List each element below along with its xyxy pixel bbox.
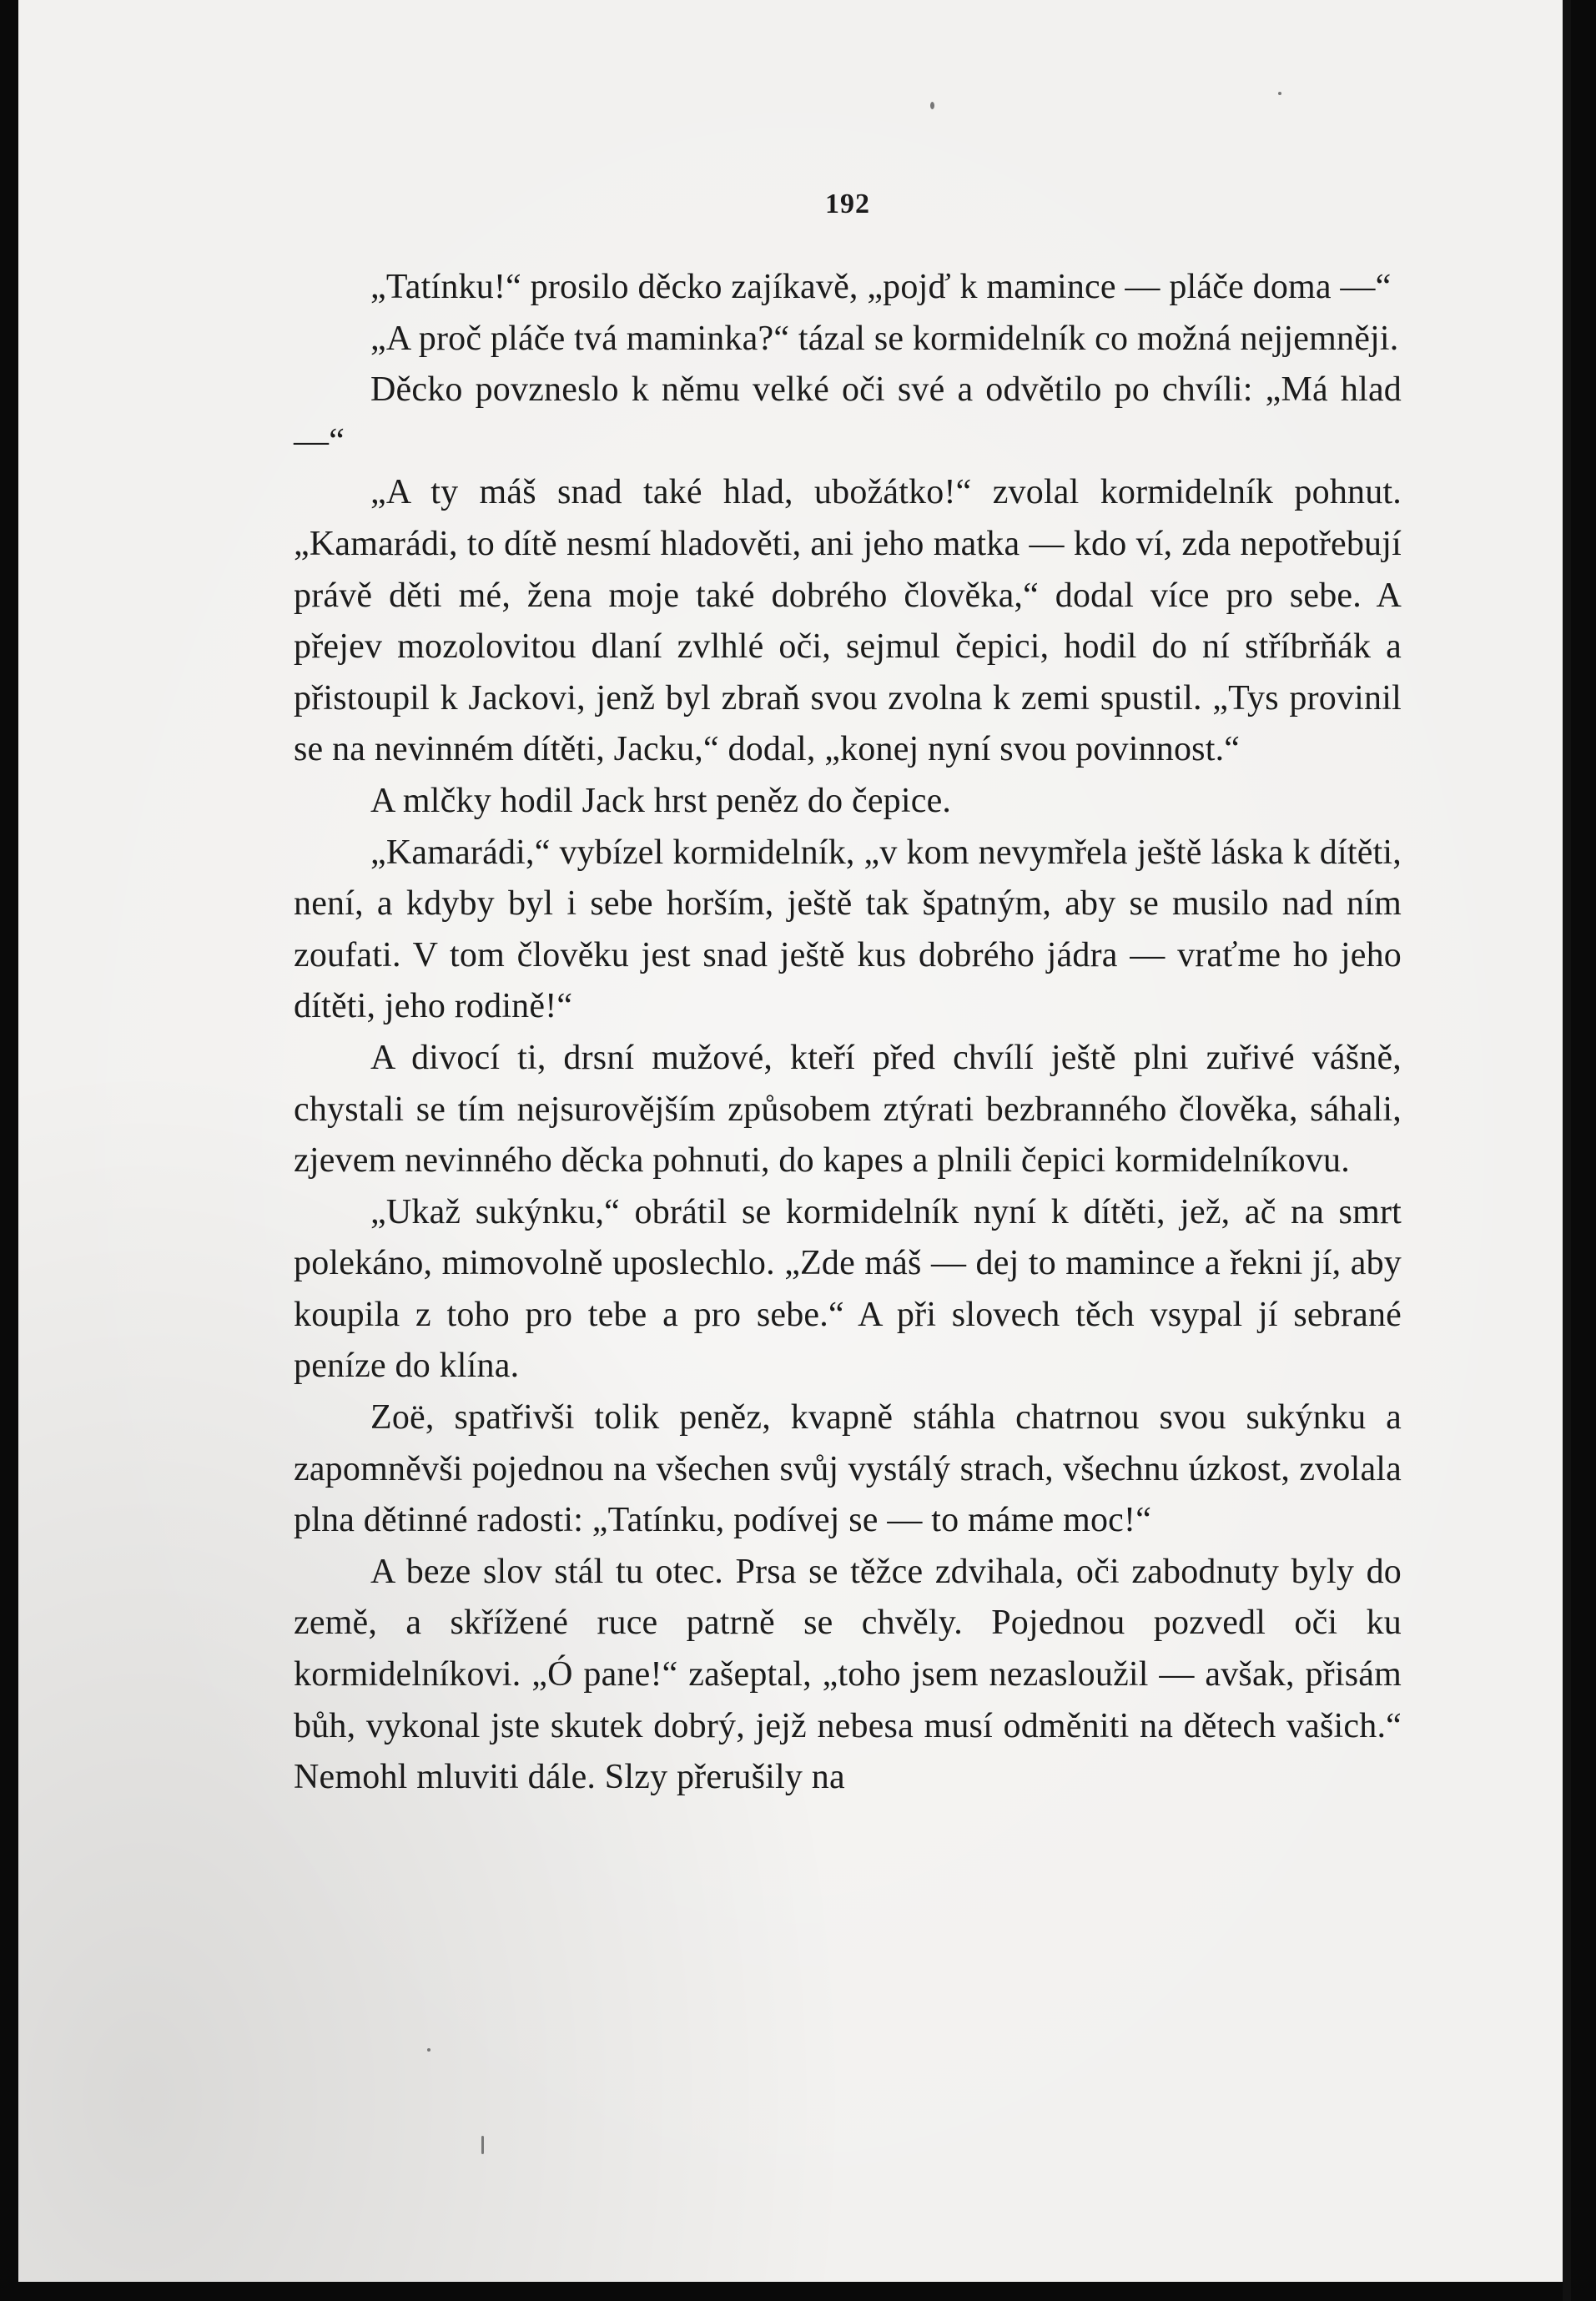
paragraph: A beze slov stál tu otec. Prsa se těžce zdvihala, oči zabodnuty byly do země, a skřížené ruce patrně se chvěly. Pojednou pozvedl oči ku kormidelníkovi. „Ó pane!“ zašeptal, „toho jsem nezasloužil — avšak, přisám bůh, vykonal jste skutek dobrý, jejž nebesa musí odměniti na dětech vašich.“ Nemohl mluviti dále. Slzy přerušily na [294, 1552, 1402, 1797]
paragraph: „A ty máš snad také hlad, ubožátko!“ zvolal kormidelník pohnut. „Kamarádi, to dítě nesmí hladověti, ani jeho matka — kdo ví, zda nepotřebují právě děti mé, žena moje také dobrého člověka,“ dodal více pro sebe. A přejev mozolovitou dlaní zvlhlé oči, sejmul čepici, hodil do ní stříbrňák a přistoupil k Jackovi, jenž byl zbraň svou zvolna k zemi spustil. „Tys provinil se na nevinném dítěti, Jacku,“ dodal, „konej nyní svou povinnost.“ [294, 473, 1402, 769]
paper-speck [1278, 92, 1281, 95]
paper-speck [427, 2048, 430, 2052]
paper-speck [481, 2136, 484, 2154]
book-page [18, 0, 1571, 2282]
paragraph: A divocí ti, drsní mužové, kteří před chvílí ještě plni zuřivé vášně, chystali se tím nejsurovějším způsobem ztýrati bezbranného člověka, sáhali, zjevem nevinného děcka pohnuti, do kapes a plnili čepici kormidelníkovu. [294, 1038, 1402, 1181]
binding-edge [1563, 0, 1571, 2301]
paragraph: Děcko povzneslo k němu velké oči své a odvětilo po chvíli: „Má hlad —“ [294, 370, 1402, 461]
paragraph: „Kamarádi,“ vybízel kormidelník, „v kom nevymřela ještě láska k dítěti, není, a kdyby byl i sebe horším, ještě tak špatným, aby se musilo nad ním zoufati. V tom člověku jest snad ještě kus dobrého jádra — vraťme ho jeho dítěti, jeho rodině!“ [294, 833, 1402, 1026]
paragraph: A mlčky hodil Jack hrst peněz do čepice. [370, 781, 952, 820]
paragraph: „A proč pláče tvá maminka?“ tázal se kormidelník co možná nejjemněji. [370, 319, 1399, 358]
paragraph: „Ukaž sukýnku,“ obrátil se kormidelník nyní k dítěti, jež, ač na smrt polekáno, mimovolně uposlechlo. „Zde máš — dej to mamince a řekni jí, aby koupila z toho pro tebe a pro sebe.“ A při slovech těch vsypal jí sebrané peníze do klína. [294, 1192, 1402, 1386]
page-text [294, 184, 1402, 1804]
paper-speck [930, 102, 934, 109]
paragraph: Zoë, spatřivši tolik peněz, kvapně stáhla chatrnou svou sukýnku a zapomněvši pojednou na všechen svůj vystálý strach, všechnu úzkost, zvolala plna dětinné radosti: „Tatínku, podívej se — to máme moc!“ [294, 1398, 1402, 1540]
paragraph: „Tatínku!“ prosilo děcko zajíkavě, „pojď k mamince — pláče doma —“ [370, 268, 1392, 306]
page-number: 192 [825, 189, 870, 219]
